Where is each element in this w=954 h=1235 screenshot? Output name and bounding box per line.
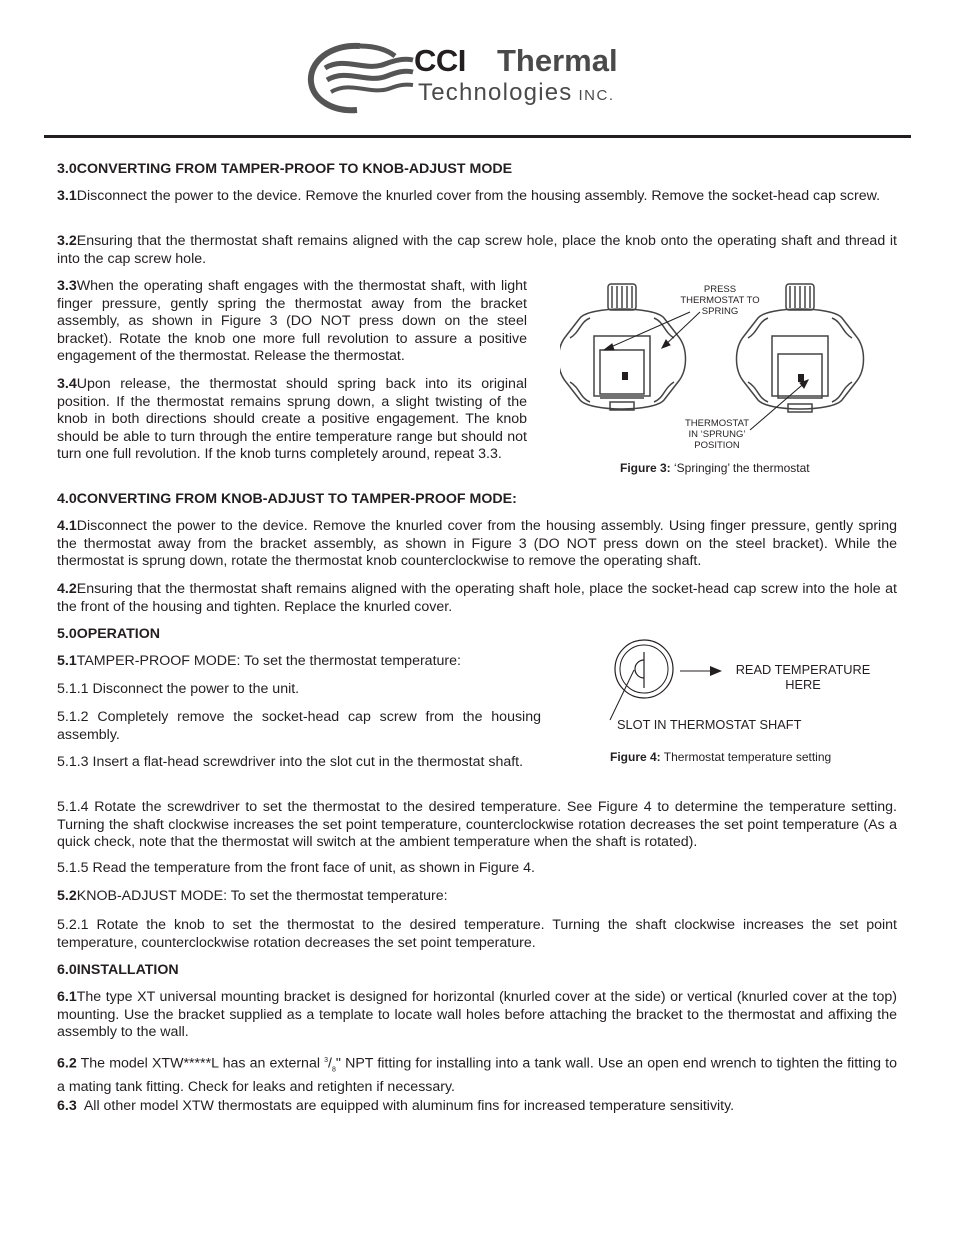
figure-3-caption <box>620 461 810 475</box>
figure-4-label-slot: SLOT IN THERMOSTAT SHAFT <box>617 717 802 732</box>
figure-4-label-read: READ TEMPERATURE HERE <box>735 662 871 692</box>
paragraph-5-1 <box>57 653 541 671</box>
logo-subtitle <box>418 79 615 106</box>
paragraph-number: 5.2 <box>57 888 77 904</box>
paragraph-5-1-3: 5.1.3 Insert a flat-head screwdriver into the slot cut in the thermostat shaft. <box>57 754 524 770</box>
paragraph-4-2 <box>57 581 897 616</box>
paragraph-6-2: 6.2 The model XTW*****L has an external $^3/_8$" NPT fitting for installing into a tank wall. Use an open end wrench to tighten the fitting to a mating tank fitting. Check for leaks and retighten if necessary. <box>57 1055 897 1096</box>
paragraph-number: 6.1 <box>57 989 77 1005</box>
section-4-heading: 4.0CONVERTING FROM KNOB-ADJUST TO TAMPER-PROOF MODE: <box>57 491 517 507</box>
logo-name-rest: Thermal <box>497 43 618 78</box>
paragraph-6-1 <box>57 989 897 1042</box>
paragraph-text: Disconnect the power to the device. Remove the knurled cover from the housing assembly. Remove the socket-head cap screw. <box>76 188 881 204</box>
paragraph-3-2 <box>57 233 897 268</box>
paragraph-5-1-1: 5.1.1 Disconnect the power to the unit. <box>57 681 300 697</box>
paragraph-5-1-4: 5.1.4 Rotate the screwdriver to set the thermostat to the desired temperature. See Figure 4 to determine the temperature setting. Turning the shaft clockwise increases the set point temperature, counterclockwise rotation decreases the set point temperature (As a quick check, note that the thermostat will switch at the ambient temperature when the shaft is rotated). <box>57 799 897 851</box>
paragraph-5-1-2: 5.1.2 Completely remove the socket-head cap screw from the housing assembly. <box>57 709 541 743</box>
figure-4-caption <box>610 750 831 764</box>
paragraph-text: The model XTW*****L has an external <box>76 1055 325 1072</box>
section-3-heading: 3.0CONVERTING FROM TAMPER-PROOF TO KNOB-ADJUST MODE <box>57 161 513 177</box>
paragraph-5-1-5: 5.1.5 Read the temperature from the front face of unit, as shown in Figure 4. <box>57 860 535 876</box>
paragraph-3-1 <box>57 188 897 206</box>
paragraph-text: When the operating shaft engages with the thermostat shaft, with light finger pressure, gently spring the thermostat away from the bracket assembly, as shown in Figure 3 (DO NOT press down on the steel bracket). Rotate the knob one more full revolution to assure a positive engagement of the thermostat. Release the thermostat. <box>57 278 527 365</box>
paragraph-number: 3.3 <box>57 278 77 294</box>
figure-4-drawing <box>598 638 728 728</box>
paragraph-text: Disconnect the power to the device. Remove the knurled cover from the housing assembly. Using finger pressure, gently spring the thermostat away from the bracket assembly, as shown in Figure 3 (DO NOT press down on the steel bracket). While the thermostat is sprung down, rotate the thermostat knob counterclockwise to remove the operating shaft. <box>57 518 897 570</box>
fraction-numerator: 3 <box>324 1057 329 1064</box>
paragraph-number: 3.1 <box>57 188 77 204</box>
header-rule <box>44 135 911 138</box>
paragraph-number: 6.3 <box>57 1098 77 1114</box>
paragraph-text: All other model XTW thermostats are equipped with aluminum fins for increased temperature sensitivity. <box>76 1098 735 1114</box>
section-5-heading: 5.0OPERATION <box>57 626 161 642</box>
paragraph-number: 4.2 <box>57 581 77 597</box>
paragraph-4-1 <box>57 518 897 571</box>
figure-3-label-press: PRESS THERMOSTAT TO SPRING <box>680 284 760 317</box>
fraction-denominator: 8 <box>332 1066 336 1074</box>
paragraph-text: The type XT universal mounting bracket is designed for horizontal (knurled cover at the side) or vertical (knurled cover at the top) mounting. Use the bracket supplied as a template to locate wall holes before attaching the bracket to the thermostat and affixing the assembly to the wall. <box>57 989 897 1041</box>
paragraph-3-3 <box>57 278 527 366</box>
paragraph-number: 6.2 <box>57 1055 77 1072</box>
paragraph-number: 3.4 <box>57 376 77 392</box>
paragraph-text: KNOB-ADJUST MODE: To set the thermostat temperature: <box>76 888 448 904</box>
figure-3-label-sprung: THERMOSTAT IN ‘SPRUNG’ POSITION <box>684 418 750 451</box>
figure-4-caption-label: Figure 4: <box>610 750 661 764</box>
paragraph-3-4 <box>57 376 527 464</box>
figure-3-caption-text: ‘Springing’ the thermostat <box>670 461 810 475</box>
logo-suffix: INC. <box>578 87 615 104</box>
paragraph-number: 5.1 <box>57 653 77 669</box>
paragraph-5-2 <box>57 888 897 906</box>
paragraph-number: 4.1 <box>57 518 77 534</box>
paragraph-text: Upon release, the thermostat should spring back into its original position. If the thermostat remains sprung down, a slight twisting of the knob in both directions should create a positive engagement. The knob should be able to turn through the entire temperature range but should not turn one full revolution. If the knob turns completely around, repeat 3.3. <box>57 376 527 463</box>
paragraph-text: Ensuring that the thermostat shaft remains aligned with the cap screw hole, place the knob onto the operating shaft and thread it into the cap screw hole. <box>57 233 897 267</box>
logo-name-bold: CCI <box>414 43 466 78</box>
paragraph-number: 3.2 <box>57 233 77 249</box>
logo-subtitle-text: Technologies <box>418 79 573 106</box>
paragraph-text: Ensuring that the thermostat shaft remains aligned with the operating shaft hole, place the socket-head cap screw into the hole at the front of the housing and tighten. Replace the knurled cover. <box>57 581 897 615</box>
paragraph-text: TAMPER-PROOF MODE: To set the thermostat temperature: <box>76 653 461 669</box>
figure-4-caption-text: Thermostat temperature setting <box>660 750 832 764</box>
paragraph-6-3 <box>57 1098 897 1116</box>
paragraph-text-continued: " NPT fitting for installing into a tank wall. Use an open end wrench to tighten the fitting to a mating tank fitting. Check for leaks and retighten if necessary. <box>57 1055 897 1096</box>
logo-wave-icon <box>305 42 415 114</box>
section-6-heading: 6.0INSTALLATION <box>57 962 179 978</box>
figure-3-caption-label: Figure 3: <box>620 461 671 475</box>
paragraph-5-2-1: 5.2.1 Rotate the knob to set the thermostat to the desired temperature. Turning the shaft clockwise increases the set point temperature, counterclockwise rotation decreases the set point temperature. <box>57 917 897 951</box>
